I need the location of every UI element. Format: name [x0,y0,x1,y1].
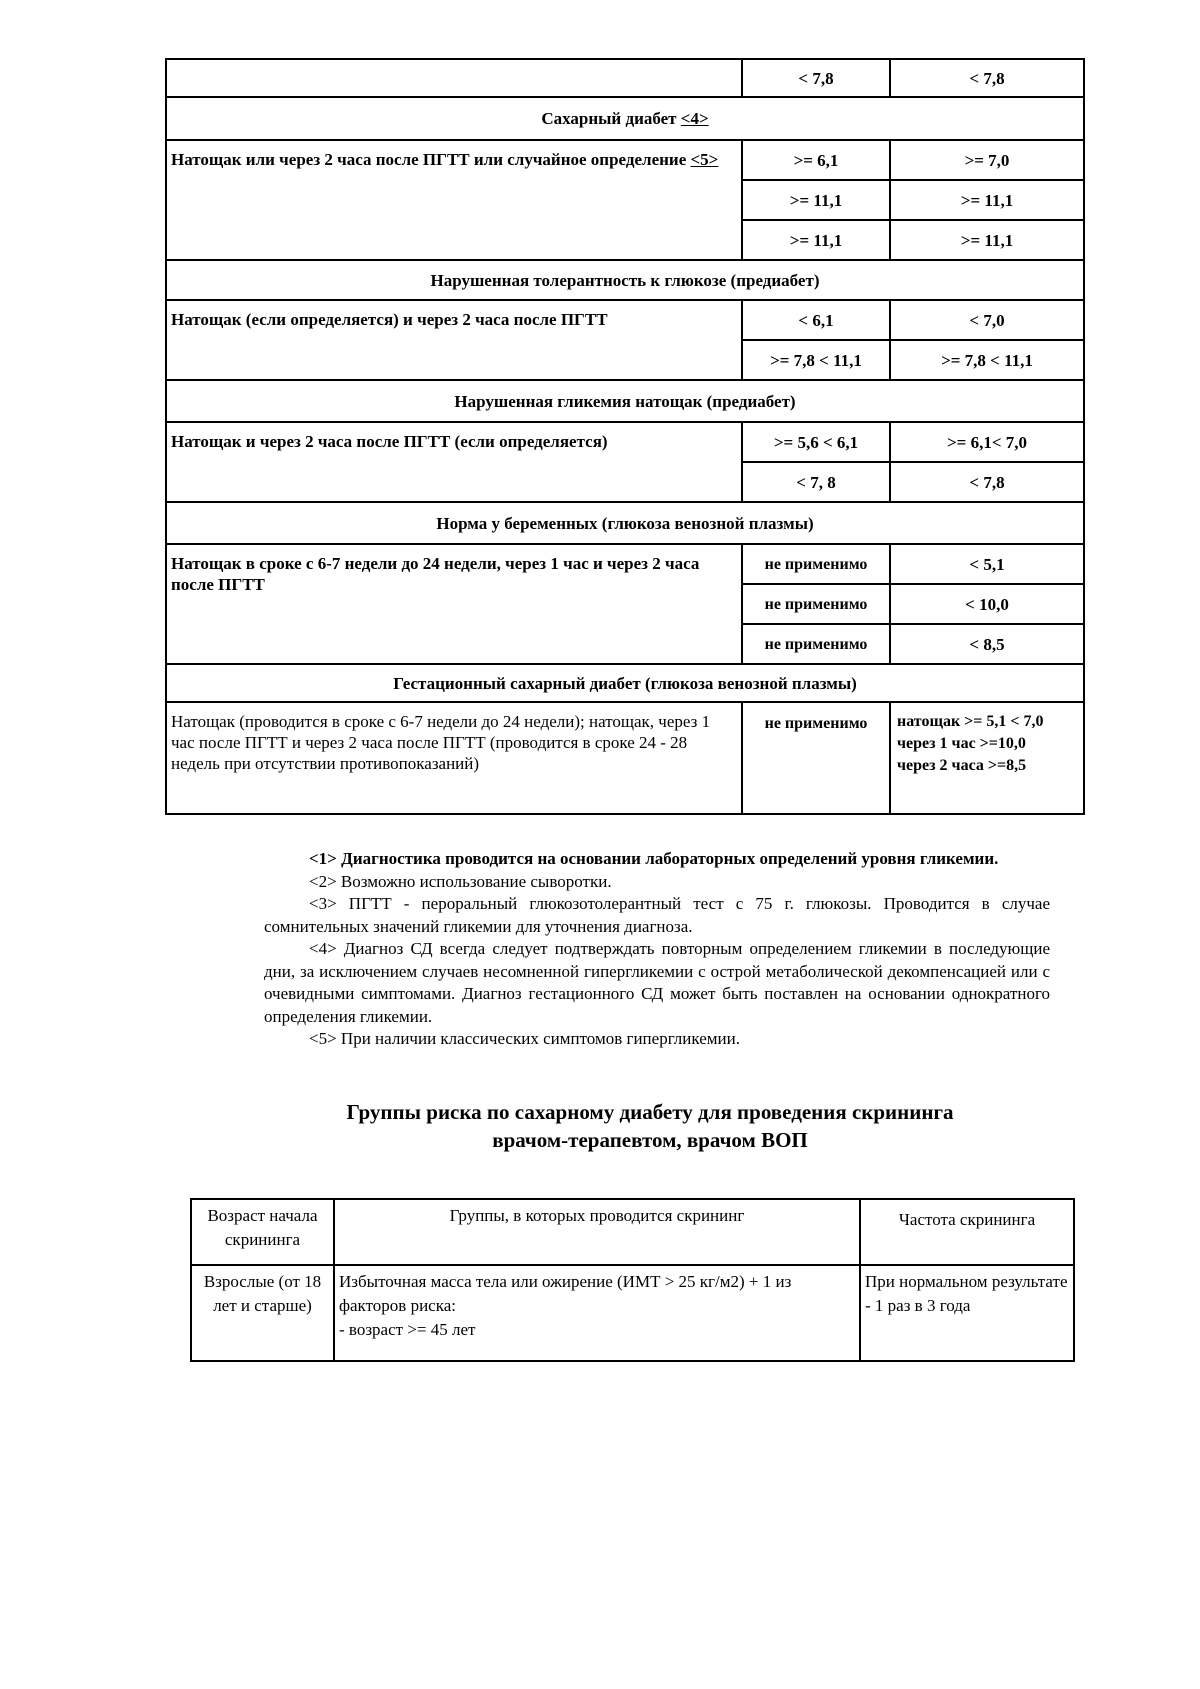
condition-text: Натощак или через 2 часа после ПГТТ или случайное определение [171,150,691,169]
footnotes [264,848,1050,1051]
footnote-1: <1> Диагностика проводится на основании лабораторных определений уровня гликемии. [309,849,999,868]
section-header: Нарушенная толерантность к глюкозе (предиабет) [166,260,1084,300]
condition-description [166,140,742,260]
condition-description: Натощак (если определяется) и через 2 часа после ПГТТ [166,300,742,380]
table-cell: < 7,8 [890,59,1084,97]
gestational-value-line: натощак >= 5,1 < 7,0 [897,713,1044,730]
table-cell: < 7,8 [742,59,890,97]
gestational-value-line: через 2 часа >=8,5 [897,757,1027,774]
table-cell: >= 6,1< 7,0 [890,422,1084,462]
section-title-line: Группы риска по сахарному диабету для проведения скрининга [346,1100,954,1124]
column-header: Возраст начала скрининга [191,1199,334,1265]
table-cell [166,59,742,97]
footnote-3: <3> ПГТТ - пероральный глюкозотолерантный тест с 75 г. глюкозы. Проводится в случае сомнительных значений гликемии для уточнения диагноза. [264,894,1050,936]
table-cell: При нормальном результате - 1 раз в 3 года [860,1265,1074,1361]
glycemia-criteria-table [165,58,1085,815]
table-cell: < 7,0 [890,300,1084,340]
condition-description: Натощак в сроке с 6-7 недели до 24 недели, через 1 час и через 2 часа после ПГТТ [166,544,742,664]
section-header: Норма у беременных (глюкоза венозной плазмы) [166,502,1084,544]
table-cell: < 7, 8 [742,462,890,502]
table-cell [334,1265,860,1361]
table-cell: >= 7,8 < 11,1 [742,340,890,380]
table-cell: >= 7,8 < 11,1 [890,340,1084,380]
table-cell: не применимо [742,584,890,624]
table-cell: < 8,5 [890,624,1084,664]
risk-group-line: Избыточная масса тела или ожирение (ИМТ > 25 кг/м2) + 1 из факторов риска: [339,1272,792,1315]
footnote-ref[interactable]: <5> [690,150,719,169]
table-cell: не применимо [742,544,890,584]
table-cell: Взрослые (от 18 лет и старше) [191,1265,334,1361]
section-header: Нарушенная гликемия натощак (предиабет) [166,380,1084,422]
table-cell: >= 11,1 [890,180,1084,220]
risk-group-line: - возраст >= 45 лет [339,1320,476,1339]
condition-description: Натощак и через 2 часа после ПГТТ (если определяется) [166,422,742,502]
table-cell: >= 7,0 [890,140,1084,180]
footnote-2: <2> Возможно использование сыворотки. [309,871,612,891]
table-row [191,1265,1074,1361]
section-header-text: Сахарный диабет [541,109,681,128]
footnote-ref[interactable]: <4> [680,109,709,128]
table-cell: >= 11,1 [742,220,890,260]
table-cell: >= 11,1 [890,220,1084,260]
footnote-5: <5> При наличии классических симптомов гипергликемии. [309,1029,740,1048]
condition-description: Натощак (проводится в сроке с 6-7 недели до 24 недели); натощак, через 1 час после ПГТТ и через 2 часа после ПГТТ (проводится в сроке 24 - 28 недель при отсутствии противопоказаний) [166,702,742,814]
footnote-4: <4> Диагноз СД всегда следует подтверждать повторным определением гликемии в последующие дни, за исключением случаев несомненной гипергликемии с острой метаболической декомпенсацией или с очевидными симптомами. Диагноз гестационного СД может быть поставлен на основании однократного определения гликемии. [264,939,1050,1026]
column-header: Частота скрининга [860,1199,1074,1265]
gestational-value-line: через 1 час >=10,0 [897,735,1026,752]
table-cell: >= 5,6 < 6,1 [742,422,890,462]
table-cell: < 10,0 [890,584,1084,624]
table-cell: не применимо [742,702,890,814]
gestational-values-cell [890,702,1084,814]
table-cell: >= 11,1 [742,180,890,220]
section-title [250,1098,1050,1154]
table-cell: < 7,8 [890,462,1084,502]
section-header: Гестационный сахарный диабет (глюкоза венозной плазмы) [166,664,1084,702]
table-cell: не применимо [742,624,890,664]
table-cell: >= 6,1 [742,140,890,180]
column-header: Группы, в которых проводится скрининг [334,1199,860,1265]
risk-groups-table [190,1198,1075,1362]
section-title-line: врачом-терапевтом, врачом ВОП [492,1128,808,1152]
table-cell: < 6,1 [742,300,890,340]
section-header [166,97,1084,140]
table-cell: < 5,1 [890,544,1084,584]
